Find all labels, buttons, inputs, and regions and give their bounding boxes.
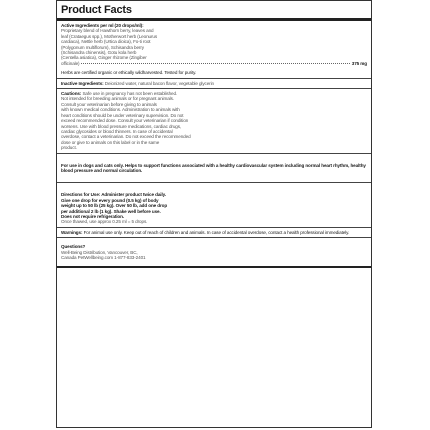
product-facts-label	[56, 0, 372, 428]
inactive-text: Deionized water, natural bacon flavor, vegetable glycerin	[104, 80, 214, 86]
active-line-6: (Centella asiatica), Ginger rhizome (Zingiber	[61, 55, 147, 61]
label-title: Product Facts	[57, 1, 371, 21]
directions-line-3: weight up to 50 lb (25 kg). Over 50 lb, add one drop	[61, 203, 168, 209]
questions-section	[57, 238, 371, 268]
active-line-4: (Polygonum multiflorum), Schisandra berry	[61, 44, 144, 50]
active-ingredients-heading: Active Ingredients per ml (20 drops/ml):	[61, 23, 144, 28]
directions-line-4: per additional 2 lb (1 kg). Shake well before use.	[61, 208, 161, 214]
cautions-line-6: exceed recommended dose. Consult your veterinarian if condition	[61, 118, 189, 124]
questions-heading: Questions?	[61, 244, 86, 250]
warnings-section	[57, 228, 371, 238]
directions-line-5: Does not require refrigeration.	[61, 213, 125, 219]
cautions-line-3: Consult your veterinarian before giving to animals	[61, 101, 157, 107]
inactive-heading: Inactive Ingredients:	[61, 80, 104, 86]
cautions-line-4: with known medical conditions. Administration to animals with	[61, 107, 180, 113]
active-line-2: leaf (Crataegus spp.), Motherwort herb (Leonurus	[61, 33, 158, 39]
questions-line-1: Well-Being Distribution, Vancouver, BC,	[61, 249, 138, 255]
cautions-line-7: worsens. Use with blood pressure medications, cardiac drugs,	[61, 123, 182, 129]
cautions-line-2: Not intended for breeding animals or for pregnant animals.	[61, 96, 174, 102]
inactive-ingredients-section	[57, 79, 371, 89]
active-line-3: cardiaca), Nettle herb (Urtica dioica), Fo-ti root	[61, 39, 151, 45]
warnings-text: For animal use only. Keep out of reach of children and animals. In case of accidental overdose, contact a health professional immediately.	[83, 229, 350, 235]
directions-line-6: Once thawed, use approx 0.25 ml = 5 drops.	[61, 219, 148, 225]
active-ingredients-section	[57, 21, 371, 79]
active-line-7: officinale)	[61, 60, 80, 66]
directions-line-1: Directions for Use: Administer product twice daily.	[61, 192, 166, 198]
cautions-heading: Cautions:	[61, 91, 82, 97]
directions-section	[57, 183, 371, 227]
questions-line-2: Canada PetWellbeing.com 1-877-833-2401	[61, 255, 146, 260]
cautions-line-9: overdose, contact a veterinarian. Do not exceed the recommended	[61, 134, 191, 140]
cautions-line-5: heart conditions should be under veterinary supervision. Do not	[61, 112, 184, 118]
usage-section	[57, 154, 371, 184]
usage-text: For use in dogs and cats only. Helps to support functions associated with a healthy cardiovascular system including normal heart rhythm, healthy blood pressure and normal circulation.	[61, 162, 366, 173]
dot-leader	[81, 63, 349, 64]
active-note: Herbs are certified organic or ethically wildharvested. Tested for purity.	[61, 70, 197, 76]
cautions-line-8: cardiac glycosides or blood thinners. In case of accidental	[61, 128, 173, 134]
active-amount: 375 mg	[351, 60, 367, 66]
active-line-5: (Schisandra chinensis), Gotu kola herb	[61, 50, 137, 56]
directions-line-2: Give one drop for every pound (0.5 kg) of body	[61, 197, 159, 203]
cautions-line-11: product.	[61, 145, 77, 151]
cautions-line-1: Safe use in pregnancy has not been established.	[82, 91, 178, 97]
warnings-heading: Warnings:	[61, 229, 83, 235]
cautions-section	[57, 89, 371, 153]
active-line-1: Proprietary blend of Hawthorn berry, leaves and	[61, 28, 154, 34]
cautions-line-10: dose or give to animals on this label or in the same	[61, 139, 160, 145]
